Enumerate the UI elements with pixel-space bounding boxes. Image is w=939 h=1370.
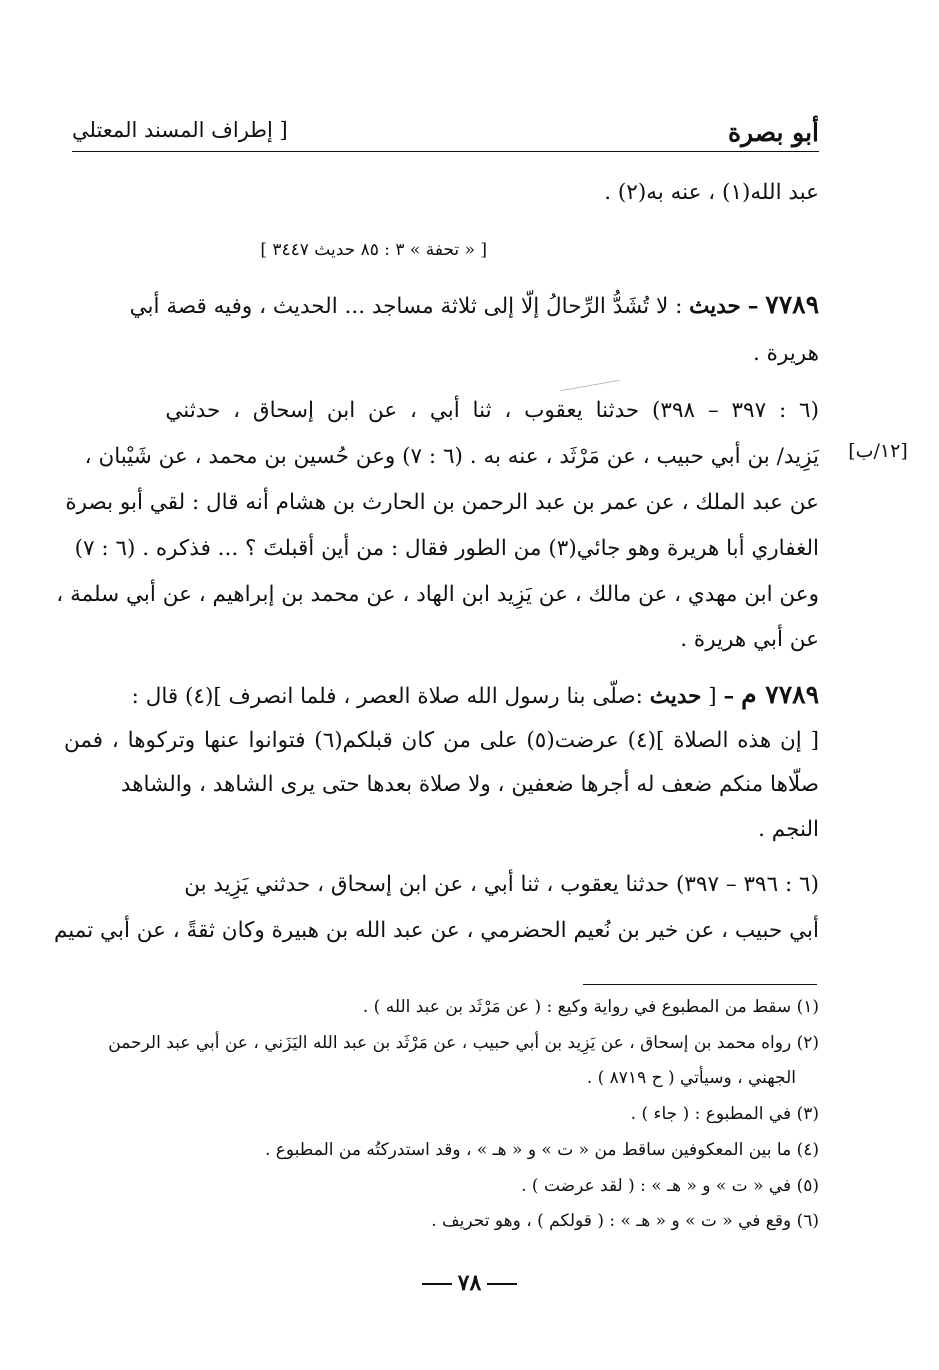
footnote-6: (٦) وقع في « ت » و « هـ » : ( قولكم ) ، وهو تحريف .: [431, 1211, 819, 1231]
body-line: النجم .: [758, 817, 819, 842]
hadith-number: ٧٧٨٩ م: [741, 680, 819, 709]
page-number-dash: [422, 1283, 452, 1285]
hadith-keyword: حديث: [689, 294, 741, 319]
header-divider: [72, 151, 819, 152]
hadith-heading-7789m: [72, 680, 819, 709]
hadith-heading-7789: [72, 290, 819, 319]
manuscript-folio-note: [١٢/ب]: [848, 440, 908, 462]
isnad-line: وعن ابن مهدي ، عن مالك ، عن يَزِيد ابن الهاد ، عن محمد بن إبراهيم ، عن أبي سلمة ،: [56, 582, 819, 607]
footnote-5: (٥) في « ت » و « هـ » : ( لقد عرضت ) .: [521, 1176, 819, 1196]
hadith-dash: –: [747, 294, 759, 319]
running-head-title: أبو بصرة: [727, 118, 819, 147]
isnad-line: عن أبي هريرة .: [680, 627, 819, 652]
isnad-line: (٦ : ٣٩٧ – ٣٩٨) حدثنا يعقوب ، ثنا أبي ، عن ابن إسحاق ، حدثني: [165, 398, 819, 423]
body-line: [ إن هذه الصلاة ](٤) عرضت(٥) على من كان قبلكم(٦) فتوانوا عنها وتركوها ، فمن: [63, 728, 819, 753]
footnote-4: (٤) ما بين المعكوفين ساقط من « ت » و « هـ » ، وقد استدركتُه من المطبوع .: [264, 1140, 819, 1160]
page-number: [0, 1270, 939, 1296]
hadith-text: :صلّى بنا رسول الله صلاة العصر ، فلما انصرف ](٤) قال :: [131, 684, 643, 709]
running-head-book-title: [ إطراف المسند المعتلي: [72, 118, 288, 142]
isnad-line: (٦ : ٣٩٦ – ٣٩٧) حدثنا يعقوب ، ثنا أبي ، عن ابن إسحاق ، حدثني يَزِيد بن: [184, 872, 819, 897]
hadith-dash: –: [723, 684, 735, 709]
hadith-bracket: [: [708, 684, 717, 709]
isnad-line: عن عبد الملك ، عن عمر بن عبد الرحمن بن الحارث بن هشام أنه قال : لقي أبو بصرة: [65, 490, 819, 515]
footnote-2: (٢) رواه محمد بن إسحاق ، عن يَزِيد بن أبي حبيب ، عن مَرْثَد بن عبد الله اليَزَني ، عن أبي عبد الرحمن: [108, 1033, 819, 1053]
page-number-dash: [487, 1283, 517, 1285]
hadith-keyword: حديث: [649, 684, 702, 709]
tuhfa-reference: [ « تحفة » ٣ : ٨٥ حديث ٣٤٤٧ ]: [260, 240, 487, 260]
body-line: هريرة .: [753, 341, 819, 366]
isnad-line: الغفاري أبا هريرة وهو جائي(٣) من الطور فقال : من أين أقبلتَ ؟ ... فذكره . (٦ : ٧): [74, 536, 819, 561]
footnote-1: (١) سقط من المطبوع في رواية وكيع : ( عن مَرْثَد بن عبد الله ) .: [362, 997, 819, 1017]
page-number-value: ٧٨: [457, 1270, 482, 1296]
footnote-divider: [583, 984, 817, 985]
isnad-line: أبي حبيب ، عن خير بن نُعيم الحضرمي ، عن عبد الله بن هبيرة وكان ثقةً ، عن أبي تميم: [54, 918, 819, 943]
hadith-text: : لا تُشَدُّ الرِّحالُ إلّا إلى ثلاثة مساجد ... الحديث ، وفيه قصة أبي: [129, 294, 683, 319]
footnote-3: (٣) في المطبوع : ( جاء ) .: [630, 1104, 819, 1124]
footnote-2-continued: الجهني ، وسيأتي ( ح ٨٧١٩ ) .: [586, 1068, 796, 1088]
scan-mark: [560, 380, 619, 391]
isnad-line: يَزِيد/ بن أبي حبيب ، عن مَرْثَد ، عنه به . (٦ : ٧) وعن حُسين بن محمد ، عن شَيْبان ،: [84, 444, 819, 469]
hadith-number: ٧٧٨٩: [765, 290, 819, 319]
body-line: صلّاها منكم ضعف له أجرها ضعفين ، ولا صلاة بعدها حتى يرى الشاهد ، والشاهد: [120, 772, 819, 797]
body-line: عبد الله(١) ، عنه به(٢) .: [604, 180, 819, 205]
